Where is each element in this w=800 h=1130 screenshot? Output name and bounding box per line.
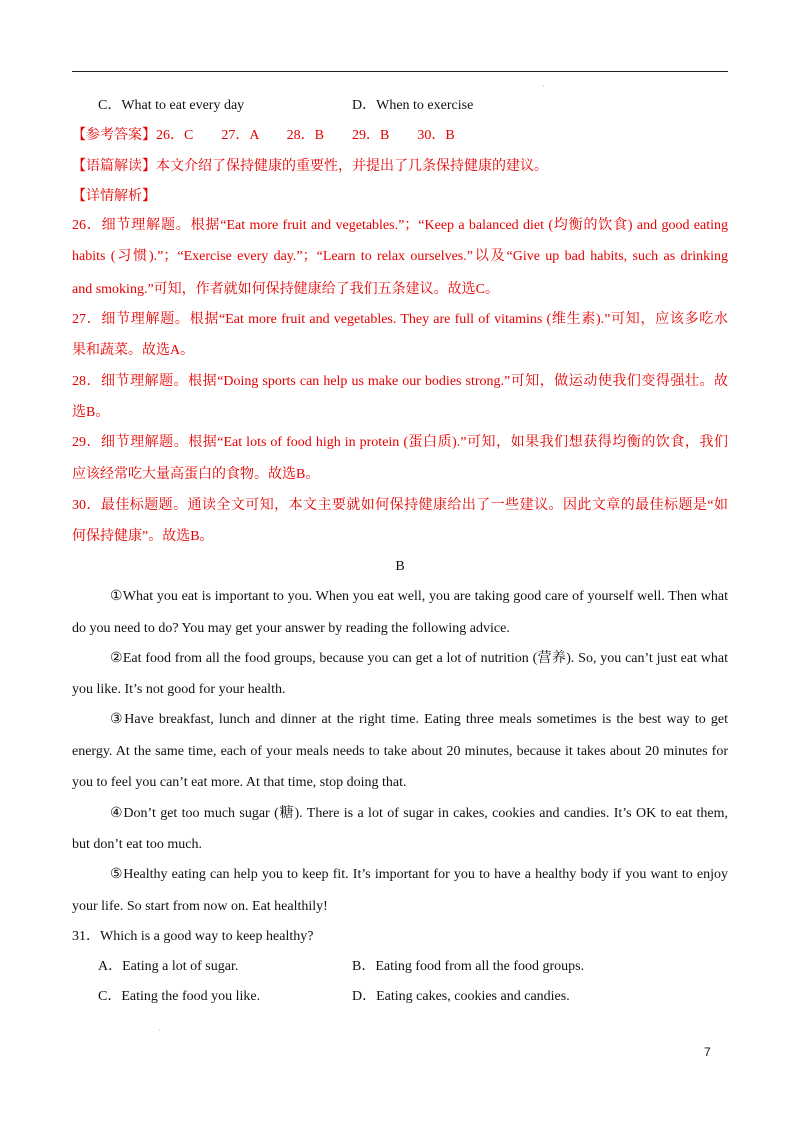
passage-line: but don’t eat too much. <box>72 837 202 852</box>
explanation-line: 30．最佳标题题。通读全文可知，本文主要就如何保持健康给出了一些建议。因此文章的最佳标题是“如 <box>72 498 728 513</box>
explanation-line: habits (习惯).”；“Exercise every day.”；“Learn to relax ourselves.”以及“Give up bad habits, such as drinking <box>72 249 728 264</box>
passage-line: ①What you eat is important to you. When you eat well, you are taking good care of yourself well. Then what <box>110 589 728 604</box>
page-number: 7 <box>704 1045 711 1059</box>
option-c-prev: C．What to eat every day <box>98 98 245 113</box>
header-mark: · <box>542 82 545 91</box>
passage-line: ⑤Healthy eating can help you to keep fit. It’s important for you to have a healthy body if you want to enjoy <box>110 867 728 882</box>
explanation-line: 选B。 <box>72 405 110 420</box>
explanation-line: 29．细节理解题。根据“Eat lots of food high in protein (蛋白质).”可知，如果我们想获得均衡的饮食，我们 <box>72 435 728 450</box>
passage-line: your life. So start from now on. Eat healthily! <box>72 899 328 914</box>
option-d: D．Eating cakes, cookies and candies. <box>352 989 570 1004</box>
passage-line: energy. At the same time, each of your meals needs to take about 20 minutes, because it takes about 20 minutes for <box>72 744 728 759</box>
answer-key: 【参考答案】26．C 27．A 28．B 29．B 30．B <box>72 128 455 143</box>
header-rule <box>72 71 728 72</box>
passage-line: ③Have breakfast, lunch and dinner at the right time. Eating three meals sometimes is the best way to get <box>110 712 728 727</box>
passage-line: ②Eat food from all the food groups, because you can get a lot of nutrition (营养). So, you can’t just eat what <box>110 651 728 666</box>
footer-mark: · <box>158 1026 161 1035</box>
explanation-line: 27．细节理解题。根据“Eat more fruit and vegetables. They are full of vitamins (维生素).”可知，应该多吃水 <box>72 312 728 327</box>
passage-line: you like. It’s not good for your health. <box>72 682 286 697</box>
detail-heading: 【详情解析】 <box>72 189 156 204</box>
option-a: A．Eating a lot of sugar. <box>98 959 239 974</box>
question-stem: 31．Which is a good way to keep healthy? <box>72 929 314 944</box>
explanation-line: 26．细节理解题。根据“Eat more fruit and vegetables.”；“Keep a balanced diet (均衡的饮食) and good eating <box>72 218 728 233</box>
option-c: C．Eating the food you like. <box>98 989 261 1004</box>
explanation-line: 果和蔬菜。故选A。 <box>72 343 195 358</box>
passage-line: ④Don’t get too much sugar (糖). There is a lot of sugar in cakes, cookies and candies. It’s OK to eat them, <box>110 806 728 821</box>
option-d-prev: D．When to exercise <box>352 98 474 113</box>
explanation-line: 应该经常吃大量高蛋白的食物。故选B。 <box>72 467 320 482</box>
section-title: B <box>395 559 405 574</box>
explanation-line: and smoking.”可知，作者就如何保持健康给了我们五条建议。故选C。 <box>72 282 499 297</box>
passage-line: you to feel you can’t eat more. At that time, stop doing that. <box>72 775 407 790</box>
option-b: B．Eating food from all the food groups. <box>352 959 585 974</box>
explanation-line: 28．细节理解题。根据“Doing sports can help us make our bodies strong.”可知，做运动使我们变得强壮。故 <box>72 374 728 389</box>
passage-line: do you need to do? You may get your answer by reading the following advice. <box>72 621 510 636</box>
passage-summary: 【语篇解读】本文介绍了保持健康的重要性，并提出了几条保持健康的建议。 <box>72 159 548 174</box>
explanation-line: 何保持健康”。故选B。 <box>72 529 214 544</box>
